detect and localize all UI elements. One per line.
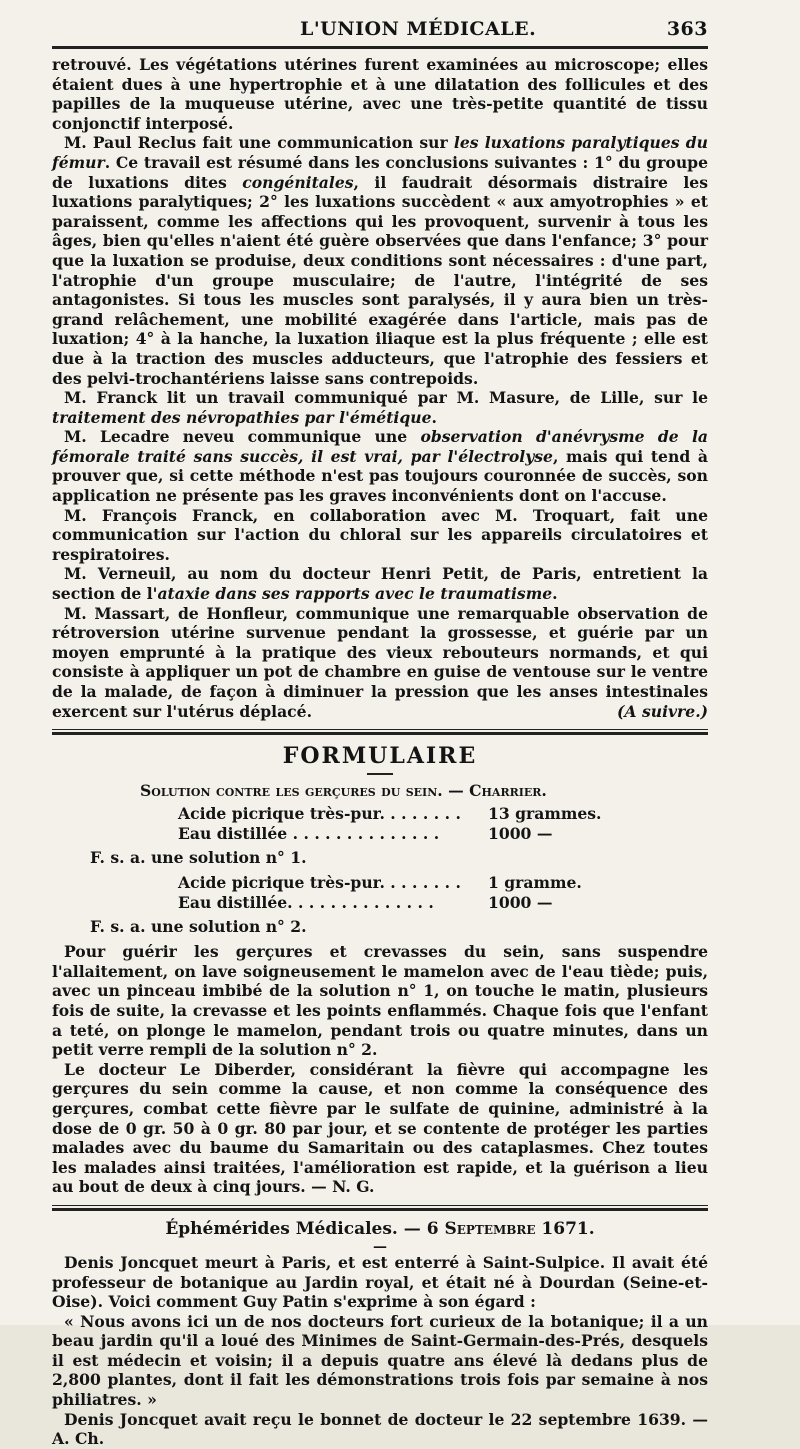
recipe-1 xyxy=(178,804,708,844)
text-span: , mais qui tend à prouver que, si cette méthode n'est pas toujours couronnée de succès, son application ne présente pas les graves inconvénients dont on l'accuse. xyxy=(52,446,708,506)
section-divider xyxy=(52,729,708,735)
recipe-2 xyxy=(178,873,708,913)
text-span: . xyxy=(552,584,558,604)
paragraph-verneuil xyxy=(52,564,708,603)
quantity: 13 grammes. xyxy=(488,804,602,824)
paragraph-lecadre xyxy=(52,427,708,505)
to-be-continued: (A suivre.) xyxy=(617,701,708,721)
text-span: . Ce travail est résumé dans les conclusions suivantes : 1° du groupe de luxations dites xyxy=(52,152,708,192)
quantity: 1000 — xyxy=(488,824,553,844)
text-span: M. Lecadre neveu communique une xyxy=(64,427,421,447)
italic-term: congénitales xyxy=(242,172,354,192)
short-rule xyxy=(367,773,393,775)
ingredient: Eau distillée . . . . . . . . . . . . . . xyxy=(178,824,440,844)
journal-title: L'UNION MÉDICALE. xyxy=(300,18,537,40)
ingredient: Eau distillée. . . . . . . . . . . . . . xyxy=(178,893,434,913)
recipe-row xyxy=(178,824,708,844)
text-span: M. Paul Reclus fait une communication sur xyxy=(64,133,454,153)
italic-title: traitement des névropathies par l'émétique xyxy=(52,407,432,427)
running-header xyxy=(52,18,708,49)
recipe-row xyxy=(178,804,708,824)
paragraph-francois-franck: M. François Franck, en collaboration avec M. Troquart, fait une communication sur l'action du chloral sur les appareils circulatoires et respiratoires. xyxy=(52,505,708,564)
paragraph-vegetations: retrouvé. Les végétations utérines furent examinées au microscope; elles étaient dues à une hypertrophie et à une dilatation des follicules et des papilles de la muqueuse utérine, avec une très-petite quantité de tissu conjonctif interposé. xyxy=(52,55,708,133)
ingredient: Acide picrique très-pur. . . . . . . . xyxy=(178,873,461,893)
paragraph-diberder: Le docteur Le Diberder, considérant la fièvre qui accompagne les gerçures du sein comme la cause, et non comme la conséquence des gerçures, combat cette fièvre par le sulfate de quinine, administré à la dose de 0 gr. 50 à 0 gr. 80 par jour, et se contente de protéger les parties malades avec du baume du Samaritain ou des cataplasmes. Chez toutes les malades ainsi traitées, l'amélioration est rapide, et la guérison a lieu au bout de deux à cinq jours. — N. G. xyxy=(52,1059,708,1197)
paragraph-franck xyxy=(52,388,708,427)
ephemerides-date: Septembre 1671. xyxy=(444,1218,595,1239)
quantity: 1 gramme. xyxy=(488,873,582,893)
paragraph-gercures: Pour guérir les gerçures et crevasses du sein, sans suspendre l'allaitement, on lave soigneusement le mamelon avec de l'eau tiède; puis, avec un pinceau imbibé de la solution n° 1, on touche le matin, plusieurs fois de suite, la crevasse et les points enflammés. Chaque fois que l'enfant a teté, on plonge le mamelon, pendant trois ou quatre minutes, dans un petit verre rempli de la solution n° 2. xyxy=(52,942,708,1060)
text-span: M. Franck lit un travail communiqué par M. Masure, de Lille, sur le xyxy=(64,388,708,408)
recipe-instruction-2: F. s. a. une solution n° 2. xyxy=(90,917,307,937)
small-dash: — xyxy=(373,1238,387,1255)
paragraph-massart xyxy=(52,604,708,722)
recipe-row xyxy=(178,873,708,893)
paragraph-patin-quote: « Nous avons ici un de nos docteurs fort curieux de la botanique; il a un beau jardin qu'il a loué des Minimes de Saint-Germain-des-Prés, desquels il est médecin et voisin; il a depuis quatre ans élevé là dedans plus de 2,800 plantes, dont il fait les démonstrations trois fois par semaine à nos philiatres. » xyxy=(52,1311,708,1410)
recipe-instruction-1: F. s. a. une solution n° 1. xyxy=(90,848,307,868)
recipe-row xyxy=(178,893,708,913)
italic-title: les luxations paralytiques du fémur xyxy=(52,133,708,172)
text-span: M. Verneuil, au nom du docteur Henri Petit, de Paris, entretient la section de l' xyxy=(52,564,708,604)
paragraph-bonnet: Denis Joncquet avait reçu le bonnet de docteur le 22 septembre 1639. — A. Ch. xyxy=(52,1409,708,1449)
text-span: M. Massart, de Honfleur, communique une remarquable observation de rétroversion utérine survenue pendant la grossesse, et guérie par un moyen emprunté à la pratique des vieux rebouteurs normands, et qui consiste à appliquer un pot de chambre en guise de ventouse sur le ventre de la malade, de façon à diminuer la pression que les anses intestinales exercent sur l'utérus déplacé. xyxy=(52,603,708,721)
text-span: , il faudrait désormais distraire les luxations paralytiques; 2° les luxations succèdent « aux amyotrophies » et paraissent, comme les affections qui les provoquent, survenir à tous les âges, bien qu'elles n'aient été guère observées que dans l'enfance; 3° pour que la luxation se produise, deux conditions sont nécessaires : d'une part, l'atrophie d'un groupe musculaire; de l'autre, l'intégrité de ses antagonistes. Si tous les muscles sont paralysés, il y aura bien un très-grand relâchement, une mobilité exagérée dans l'article, mais pas de luxation; 4° à la hanche, la luxation iliaque est la plus fréquente ; elle est due à la traction des muscles adducteurs, que l'atrophie des fessiers et des pelvi-trochantériens laisse sans contrepoids. xyxy=(52,172,708,388)
quantity: 1000 — xyxy=(488,893,553,913)
ingredient: Acide picrique très-pur. . . . . . . . xyxy=(178,804,461,824)
section-divider xyxy=(52,1205,708,1211)
italic-title: ataxie dans ses rapports avec le traumatisme xyxy=(157,584,553,604)
italic-title: observation d'anévrysme de la fémorale traité sans succès, il est vrai, par l'électrolyse xyxy=(52,427,708,466)
text-span: . xyxy=(431,407,437,427)
formulaire-title: FORMULAIRE xyxy=(282,743,478,770)
paragraph-joncquet: Denis Joncquet meurt à Paris, et est enterré à Saint-Sulpice. Il avait été professeur de botanique au Jardin royal, et était né à Dourdan (Seine-et-Oise). Voici comment Guy Patin s'exprime à son égard : xyxy=(52,1252,708,1312)
ephemerides-heading: Éphémérides Médicales. — 6 xyxy=(165,1218,445,1239)
ephemerides-title xyxy=(52,1219,708,1239)
solution-title: Solution contre les gerçures du sein. — Charrier. xyxy=(140,781,547,801)
page-number: 363 xyxy=(666,18,708,40)
paragraph-reclus xyxy=(52,133,708,388)
